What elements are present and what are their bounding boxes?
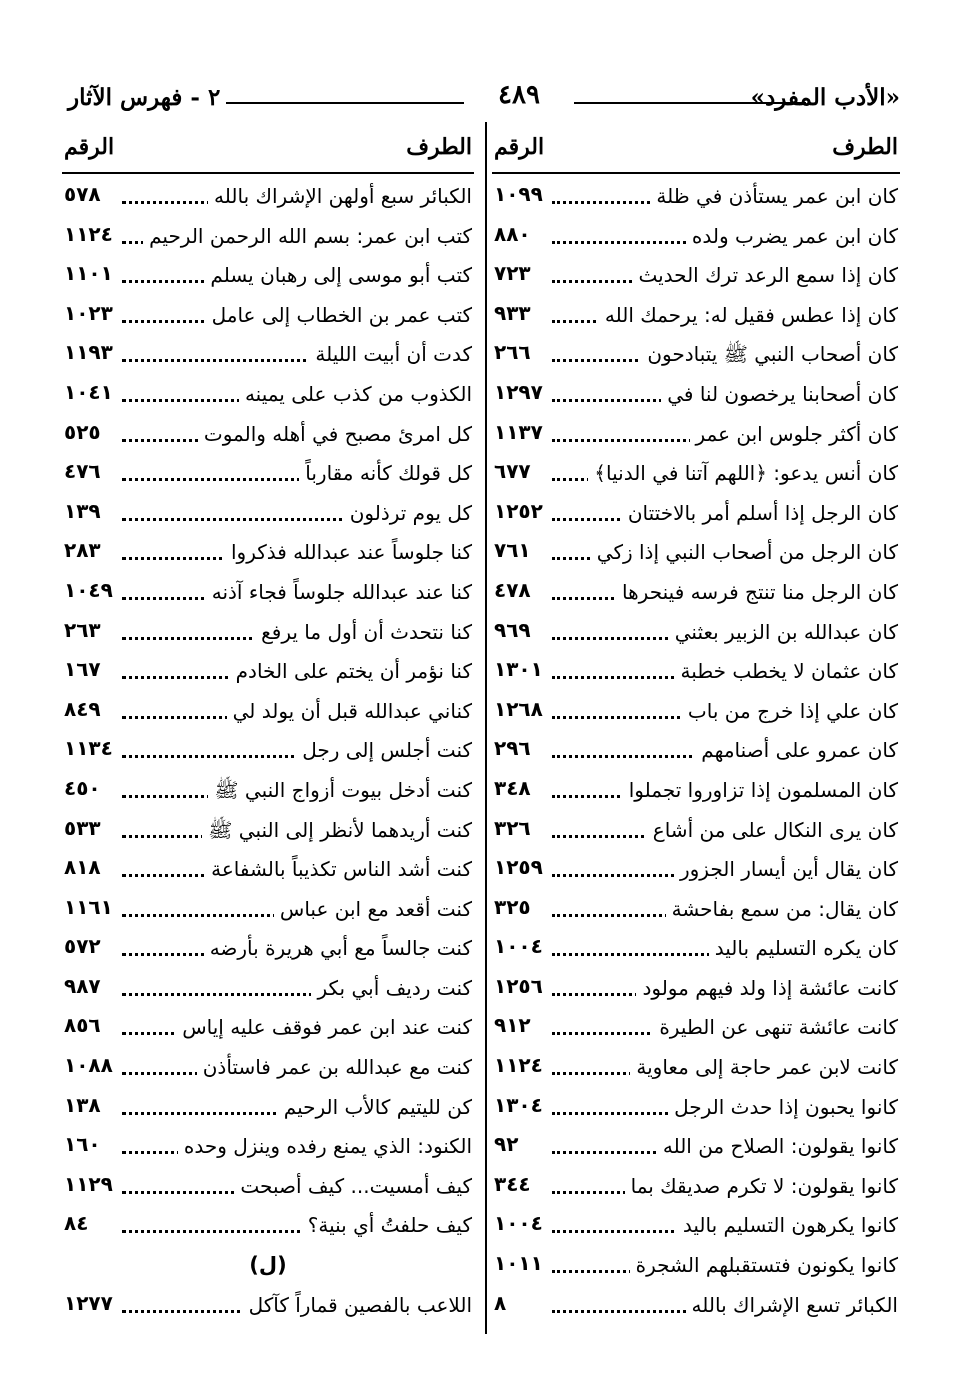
entry-text: كان إذا عطس فقيل له: يرحمك الله: [599, 303, 898, 327]
list-item: [492, 412, 900, 452]
number-heading: الرقم: [64, 134, 115, 160]
column-header: [492, 128, 900, 174]
entry-text: كان الرجل إذا أسلم أمر بالاختتان: [622, 501, 898, 525]
entry-number: ١٦٠: [64, 1132, 107, 1156]
entry-text: كان عثمان لا يخطب خطبة: [675, 659, 899, 683]
list-item: [62, 412, 474, 452]
entry-number: ٢٦٦: [494, 340, 537, 364]
list-item: [492, 1045, 900, 1085]
entry-text: كان يقال أين أيسار الجزور: [674, 857, 898, 881]
entry-number: ١١٣٧: [494, 420, 549, 444]
list-item: [62, 530, 474, 570]
list-item: [492, 253, 900, 293]
entry-list: [492, 174, 900, 1322]
header-rule: [226, 102, 464, 104]
entry-text: كان عمرو على أصنامهم: [695, 738, 898, 762]
number-heading: الرقم: [494, 134, 545, 160]
entry-text: الكذوب من كذب على يمينه: [239, 382, 472, 406]
list-item: [62, 491, 474, 531]
entry-number: ٩٢: [494, 1132, 524, 1156]
list-item: [492, 372, 900, 412]
tarf-heading: الطرف: [832, 134, 898, 160]
entry-number: ١١٠١: [64, 261, 119, 285]
entry-text: كنت أريدهما لأنظر إلى النبي ﷺ: [202, 818, 472, 847]
entry-number: ٥٧٢: [64, 934, 107, 958]
entry-number: ٣٢٦: [494, 816, 537, 840]
entry-number: ٨٤: [64, 1211, 94, 1235]
entry-number: ٥٧٨: [64, 182, 107, 206]
list-item: [492, 1005, 900, 1045]
entry-number: ٣٤٤: [494, 1172, 537, 1196]
entry-text: كان إذا سمع الرعد ترك الحديث: [632, 263, 898, 287]
entry-text: كان ابن عمر يستأذن في ظلة: [650, 184, 898, 208]
entry-text: كانوا يكونون فتستقبلهم الشجرة: [630, 1253, 898, 1277]
entry-number: ١١٢٤: [64, 222, 119, 246]
list-item: [492, 451, 900, 491]
entry-text: كنا نتحدث أن أول ما يرفع: [255, 620, 472, 644]
entry-text: كنت مع عبدالله بن عمر فاستأذن: [197, 1055, 472, 1079]
entry-number: ١٠٠٤: [494, 934, 549, 958]
list-item: [62, 1164, 474, 1204]
list-item: [62, 649, 474, 689]
list-item: [492, 926, 900, 966]
entry-text: كانوا يحبون إذا حدث الرجل: [668, 1095, 898, 1119]
entry-text: كانت عائشة إذا ولد فيهم مولود: [636, 976, 898, 1000]
section-title: ٢ - فهرس الآثار: [68, 84, 221, 111]
entry-text: كنت أقعد مع ابن عباس: [274, 897, 472, 921]
entry-number: ١١٣٤: [64, 736, 119, 760]
entry-text: كنت عند ابن عمر فوقف عليه إياس: [176, 1015, 472, 1039]
list-item: [492, 174, 900, 214]
entry-text: الكبائر سبع أولهن الإشراك بالله: [208, 184, 472, 208]
entry-number: ١١٩٣: [64, 340, 119, 364]
entry-number: ١٠٤١: [64, 380, 119, 404]
entry-text: كنت رديف أبي بكر: [311, 976, 472, 1000]
list-item: [62, 293, 474, 333]
entry-number: ١٢٥٩: [494, 855, 549, 879]
entry-text: كتب أبو موسى إلى رهبان يسلم: [204, 263, 472, 287]
list-item: [62, 214, 474, 254]
list-item: [62, 966, 474, 1006]
entry-text: كنت أشد الناس تكذيباً بالشفاعة: [205, 857, 472, 881]
list-item: [492, 1085, 900, 1125]
list-item: [492, 491, 900, 531]
entry-number: ٧٢٣: [494, 261, 537, 285]
list-item: [62, 1085, 474, 1125]
entry-text: كان الرجل من أصحاب النبي إذا زكي: [591, 540, 898, 564]
entry-text: كل امرئ مصبح في أهله والموت: [198, 422, 472, 446]
entry-number: ٢٨٣: [64, 538, 107, 562]
entry-text: الكبائر تسع الإشراك بالله: [686, 1293, 898, 1317]
list-item: [492, 728, 900, 768]
list-item: [62, 808, 474, 848]
list-item: [492, 293, 900, 333]
section-letter-row: [62, 1243, 474, 1283]
list-item: [62, 1124, 474, 1164]
tarf-heading: الطرف: [406, 134, 472, 160]
entry-number: ٨٥٦: [64, 1013, 107, 1037]
entry-text: كان يكره التسليم باليد: [709, 936, 898, 960]
list-item: [492, 1243, 900, 1283]
column-divider: [485, 122, 487, 1334]
entry-text: كان علي إذا خرج من باب: [682, 699, 898, 723]
list-item: [492, 847, 900, 887]
list-item: [492, 768, 900, 808]
list-item: [62, 689, 474, 729]
entry-number: ٦٧٧: [494, 459, 537, 483]
entry-text: كان أكثر جلوس ابن عمر: [690, 422, 899, 446]
list-item: [492, 214, 900, 254]
entry-number: ١٣٩: [64, 499, 107, 523]
entry-text: كنت أجلس إلى رجل: [296, 738, 472, 762]
entry-text: كل يوم ترذلون: [344, 501, 472, 525]
entry-number: ٩٣٣: [494, 301, 537, 325]
entry-text: كان المسلمون إذا تزاوروا تجملوا: [623, 778, 898, 802]
running-header: [60, 78, 900, 118]
entry-number: ٤٥٠: [64, 776, 107, 800]
entry-text: كناني عبدالله قبل أن يولد لي: [227, 699, 472, 723]
entry-text: كان أصحابنا يرخصون لنا في: [661, 382, 898, 406]
entry-number: ١٢٥٢: [494, 499, 549, 523]
list-item: [492, 1283, 900, 1323]
list-item: [62, 926, 474, 966]
entry-number: ١٠٤٩: [64, 578, 119, 602]
entry-text: كنا جلوساً عند عبدالله فذكروا: [225, 540, 472, 564]
entry-number: ١٠١١: [494, 1251, 549, 1275]
entry-text: اللاعب بالفصين قماراً كآكل: [243, 1293, 472, 1317]
entry-text: كانت عائشة تنهى عن الطيرة: [653, 1015, 898, 1039]
entry-number: ٨: [494, 1291, 512, 1315]
list-item: [62, 768, 474, 808]
entry-number: ١٢٦٨: [494, 697, 549, 721]
entry-number: ١٢٥٦: [494, 974, 549, 998]
entry-text: كان أنس يدعو: ﴿اللهم آتنا في الدنيا﴾: [588, 461, 898, 485]
entry-number: ١٠٢٣: [64, 301, 119, 325]
entry-text: كنت أدخل بيوت أزواج النبي ﷺ: [208, 778, 472, 807]
entry-number: ٣٢٥: [494, 895, 537, 919]
section-letter: (ل): [249, 1253, 287, 1278]
entry-number: ١٣٠١: [494, 657, 549, 681]
list-item: [62, 570, 474, 610]
entry-number: ٥٣٣: [64, 816, 107, 840]
list-item: [492, 1203, 900, 1243]
entry-number: ١٠٨٨: [64, 1053, 119, 1077]
list-item: [62, 728, 474, 768]
entry-number: ٨٤٩: [64, 697, 107, 721]
entry-text: كل قولك كأنه مقارباً: [299, 461, 472, 485]
entry-text: كدت أن أبيت الليلة: [309, 342, 472, 366]
list-item: [492, 887, 900, 927]
list-item: [62, 451, 474, 491]
entry-text: كتب ابن عمر: بسم الله الرحمن الرحيم: [143, 224, 472, 248]
list-item: [62, 372, 474, 412]
entry-text: الكنود: الذي يمنع رفده وينزل وحده: [178, 1134, 472, 1158]
list-item: [492, 610, 900, 650]
book-title: «الأدب المفرد»: [750, 84, 900, 111]
list-item: [62, 1203, 474, 1243]
list-item: [62, 1005, 474, 1045]
entry-number: ٢٦٣: [64, 618, 107, 642]
entry-text: كانت لابن عمر حاجة إلى معاوية: [630, 1055, 898, 1079]
entry-text: كان عبدالله بن الزبير بعثني: [669, 620, 898, 644]
entry-number: ١١٢٤: [494, 1053, 549, 1077]
page-number: ٤٨٩: [498, 80, 540, 110]
entry-text: كانوا يكرهون التسليم باليد: [677, 1213, 898, 1237]
list-item: [492, 1164, 900, 1204]
list-item: [62, 253, 474, 293]
entry-text: كانوا يقولون: لا تكرم صديقك بما: [625, 1174, 898, 1198]
entry-text: كيف حلفتُ أي بنية؟: [302, 1213, 472, 1237]
list-item: [492, 966, 900, 1006]
list-item: [62, 610, 474, 650]
entry-number: ١١٦١: [64, 895, 119, 919]
list-item: [492, 808, 900, 848]
entry-number: ٩٦٩: [494, 618, 537, 642]
list-item: [62, 1045, 474, 1085]
list-item: [492, 689, 900, 729]
entry-text: كان أصحاب النبي ﷺ يتبادحون: [641, 342, 898, 371]
entry-text: كانوا يقولون: الصلاح من الله: [657, 1134, 898, 1158]
entry-number: ٧٦١: [494, 538, 537, 562]
entry-text: كان يرى النكال على من أشاع: [647, 818, 898, 842]
list-item: [492, 332, 900, 372]
entry-text: كنت جالساً مع أبي هريرة بأرضه: [204, 936, 472, 960]
entry-number: ١٣٨: [64, 1093, 107, 1117]
entry-number: ١٠٠٤: [494, 1211, 549, 1235]
entry-text: كان يقال: من سمع بفاحشة: [666, 897, 898, 921]
entry-number: ٨١٨: [64, 855, 107, 879]
list-item: [492, 1124, 900, 1164]
entry-text: كنا عند عبدالله جلوساً فجاء آذنه: [206, 580, 472, 604]
entry-number: ٥٢٥: [64, 420, 107, 444]
entry-text: كان الرجل منا تنتج فرسه فينحرها: [616, 580, 898, 604]
entry-text: كان ابن عمر يضرب ولده: [686, 224, 898, 248]
entry-text: كيف أمسيت... كيف أصبحت: [234, 1174, 472, 1198]
entry-number: ٩١٢: [494, 1013, 537, 1037]
entry-number: ١٦٧: [64, 657, 107, 681]
entry-list: [62, 174, 474, 1243]
entry-number: ١٢٩٧: [494, 380, 549, 404]
entry-number: ٢٩٦: [494, 736, 537, 760]
column-header: [62, 128, 474, 174]
entry-text: كن لليتيم كالأب الرحيم: [278, 1095, 472, 1119]
list-item: [62, 1283, 474, 1323]
list-item: [62, 847, 474, 887]
entry-text: كنا نؤمر أن يختم على الخادم: [230, 659, 472, 683]
entry-number: ٨٨٠: [494, 222, 537, 246]
right-column: [492, 128, 900, 1322]
entry-number: ٤٧٦: [64, 459, 107, 483]
entry-number: ٣٤٨: [494, 776, 537, 800]
list-item: [62, 887, 474, 927]
entry-text: كتب عمر بن الخطاب إلى عامل: [206, 303, 472, 327]
header-rule: [574, 102, 806, 104]
list-item: [492, 570, 900, 610]
entry-number: ١٣٠٤: [494, 1093, 549, 1117]
entry-number: ١٠٩٩: [494, 182, 549, 206]
list-item: [492, 649, 900, 689]
entry-number: ٩٨٧: [64, 974, 107, 998]
list-item: [62, 332, 474, 372]
list-item: [62, 174, 474, 214]
list-item: [492, 530, 900, 570]
entry-number: ٤٧٨: [494, 578, 537, 602]
entry-number: ١١٢٩: [64, 1172, 119, 1196]
entry-number: ١٢٧٧: [64, 1291, 119, 1315]
left-column: [62, 128, 474, 1322]
